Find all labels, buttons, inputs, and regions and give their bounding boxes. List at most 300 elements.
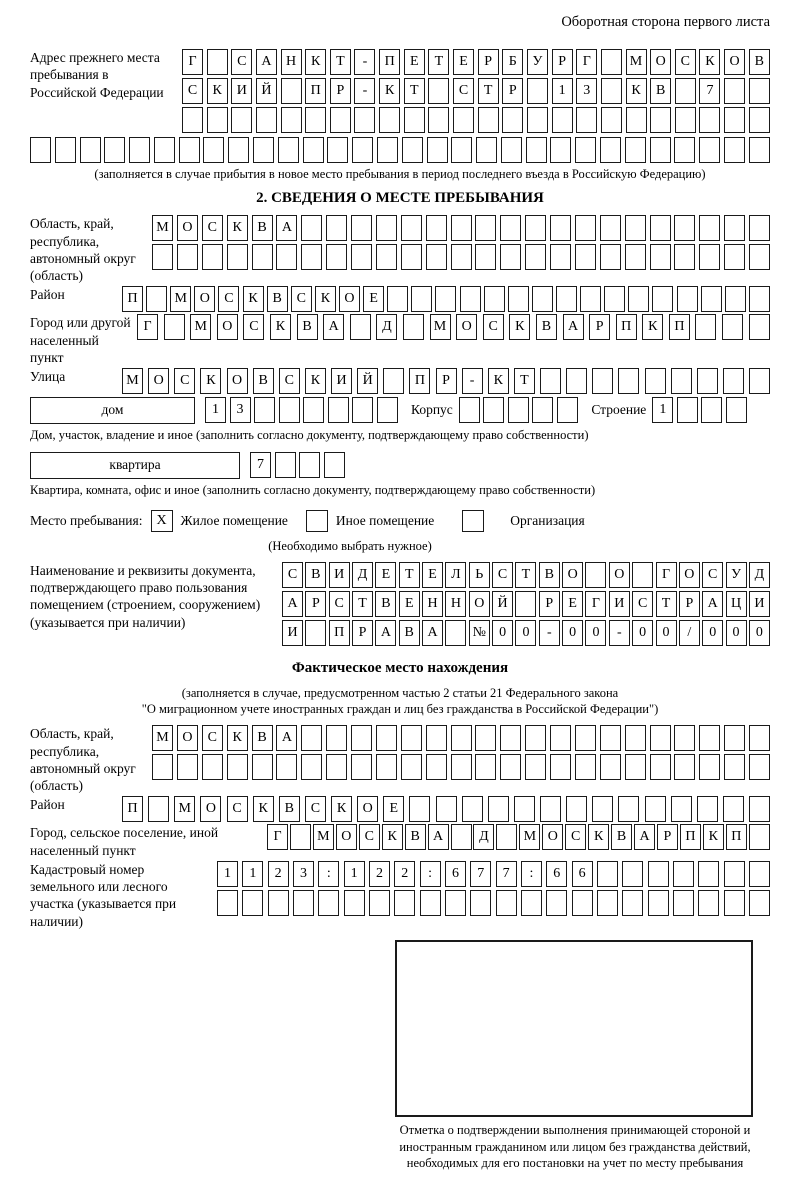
char-cell (749, 796, 770, 822)
char-cell (675, 107, 696, 133)
city-label: Город или другой населенный пункт (30, 315, 131, 365)
char-cell (268, 890, 289, 916)
char-cell (475, 754, 496, 780)
char-cell (409, 796, 430, 822)
char-cell (650, 215, 671, 241)
char-cell (527, 107, 548, 133)
char-cell: Е (422, 562, 443, 588)
char-cell (401, 725, 422, 751)
char-cell: М (313, 824, 334, 850)
char-cell: : (521, 861, 542, 887)
char-cell (401, 244, 422, 270)
char-cell (301, 244, 322, 270)
char-cell: 0 (492, 620, 513, 646)
char-cell (179, 137, 200, 163)
char-cell (451, 754, 472, 780)
char-cell (674, 754, 695, 780)
char-cell (650, 725, 671, 751)
char-cell: О (562, 562, 583, 588)
char-cell (724, 244, 745, 270)
char-cell (328, 397, 349, 423)
char-cell: В (252, 725, 273, 751)
char-cell: П (409, 368, 430, 394)
char-cell (601, 78, 622, 104)
char-cell: 0 (585, 620, 606, 646)
char-cell (749, 890, 770, 916)
char-cell: К (305, 49, 326, 75)
char-cell: Р (589, 314, 610, 340)
char-cell: К (270, 314, 291, 340)
prev-address-note: (заполняется в случае прибытия в новое место пребывания в период последнего въезда в Российскую Федерацию) (94, 167, 706, 181)
char-cell (445, 890, 466, 916)
char-cell: Л (445, 562, 466, 588)
char-cell: Т (399, 562, 420, 588)
field-city-2 (30, 824, 770, 859)
char-cell (256, 107, 277, 133)
field-prev-address (30, 49, 770, 133)
char-cell: В (611, 824, 632, 850)
field-district-2 (30, 796, 770, 822)
char-cell: К (243, 286, 264, 312)
char-cell (281, 107, 302, 133)
char-cell: В (405, 824, 426, 850)
char-cell (164, 314, 185, 340)
char-cell (427, 137, 448, 163)
char-cell: Р (657, 824, 678, 850)
char-cell (252, 754, 273, 780)
char-cell: Р (305, 591, 326, 617)
char-cell (674, 137, 695, 163)
char-cell: О (217, 314, 238, 340)
char-cell: Т (330, 49, 351, 75)
district-2-row (122, 796, 770, 822)
char-cell (695, 314, 716, 340)
char-cell (301, 215, 322, 241)
char-cell: Б (502, 49, 523, 75)
char-cell (526, 137, 547, 163)
char-cell (177, 754, 198, 780)
char-cell (585, 562, 606, 588)
char-cell (749, 725, 770, 751)
char-cell (566, 368, 587, 394)
char-cell: С (218, 286, 239, 312)
stamp-note: Отметка о подтверждении выполнения принимающей стороной и иностранным гражданином или лицом без гражданства действий, необходимых для его постановки на учет по месту пребывания (399, 1123, 751, 1171)
field-stay-type (30, 507, 770, 535)
char-cell (228, 137, 249, 163)
district-2-label: Район (30, 797, 65, 813)
region-row-1 (152, 215, 770, 241)
char-cell (600, 725, 621, 751)
city-2-label: Город, сельское поселение, иной населенный пункт (30, 825, 219, 858)
char-cell: 1 (652, 397, 673, 423)
char-cell (350, 314, 371, 340)
char-cell (575, 725, 596, 751)
char-cell (648, 890, 669, 916)
char-cell (622, 861, 643, 887)
char-cell (500, 244, 521, 270)
char-cell: 0 (749, 620, 770, 646)
char-cell (698, 861, 719, 887)
char-cell: Т (656, 591, 677, 617)
char-cell: 3 (576, 78, 597, 104)
char-cell: В (536, 314, 557, 340)
char-cell (592, 368, 613, 394)
char-cell (671, 368, 692, 394)
char-cell: И (329, 562, 350, 588)
char-cell (80, 137, 101, 163)
char-cell (724, 861, 745, 887)
char-cell (152, 244, 173, 270)
cadastre-row-2 (217, 890, 770, 916)
char-cell (207, 107, 228, 133)
char-cell: 1 (242, 861, 263, 887)
char-cell: С (227, 796, 248, 822)
char-cell (275, 452, 296, 478)
char-cell: П (379, 49, 400, 75)
char-cell (451, 137, 472, 163)
char-cell: 7 (699, 78, 720, 104)
char-cell: А (276, 215, 297, 241)
char-cell (278, 137, 299, 163)
char-cell (351, 215, 372, 241)
char-cell: К (488, 368, 509, 394)
char-cell (652, 286, 673, 312)
char-cell: Р (502, 78, 523, 104)
char-cell: А (276, 725, 297, 751)
char-cell (622, 890, 643, 916)
char-cell (383, 368, 404, 394)
checkbox-other-premises[interactable] (306, 510, 328, 532)
char-cell: М (170, 286, 191, 312)
char-cell (521, 890, 542, 916)
document-row-3 (282, 620, 770, 646)
char-cell: П (616, 314, 637, 340)
char-cell (540, 796, 561, 822)
char-cell (394, 890, 415, 916)
char-cell (387, 286, 408, 312)
char-cell (604, 286, 625, 312)
char-cell (697, 368, 718, 394)
char-cell (426, 244, 447, 270)
char-cell (242, 890, 263, 916)
char-cell: - (609, 620, 630, 646)
char-cell: Д (376, 314, 397, 340)
char-cell: И (609, 591, 630, 617)
char-cell (303, 397, 324, 423)
char-cell (451, 244, 472, 270)
char-cell: О (200, 796, 221, 822)
char-cell: О (227, 368, 248, 394)
char-cell: О (469, 591, 490, 617)
char-cell: О (542, 824, 563, 850)
char-cell (154, 137, 175, 163)
prev-address-row-4 (30, 137, 770, 163)
char-cell (525, 725, 546, 751)
char-cell: К (315, 286, 336, 312)
char-cell: Г (576, 49, 597, 75)
document-row-1 (282, 562, 770, 588)
char-cell: О (177, 215, 198, 241)
char-cell: Е (404, 49, 425, 75)
char-cell: С (702, 562, 723, 588)
char-cell: В (297, 314, 318, 340)
apartment-cells (250, 452, 348, 478)
char-cell: 2 (268, 861, 289, 887)
char-cell: - (354, 78, 375, 104)
char-cell (556, 286, 577, 312)
char-cell (500, 215, 521, 241)
page-corner-note: Оборотная сторона первого листа (561, 14, 770, 30)
prev-address-row-2 (182, 78, 770, 104)
char-cell (177, 244, 198, 270)
field-district (30, 286, 770, 312)
char-cell: Г (182, 49, 203, 75)
char-cell: О (336, 824, 357, 850)
char-cell (749, 824, 770, 850)
char-cell (352, 397, 373, 423)
stay-type-note: (Необходимо выбрать нужное) (268, 538, 432, 553)
char-cell: 6 (546, 861, 567, 887)
region-2-label: Область, край, республика, автономный округ (область) (30, 726, 136, 794)
char-cell (575, 137, 596, 163)
char-cell (674, 215, 695, 241)
char-cell: Е (562, 591, 583, 617)
char-cell (411, 286, 432, 312)
char-cell (626, 107, 647, 133)
char-cell (488, 796, 509, 822)
char-cell (324, 452, 345, 478)
char-cell (625, 137, 646, 163)
field-title-document (30, 562, 770, 646)
char-cell: № (469, 620, 490, 646)
char-cell: М (122, 368, 143, 394)
char-cell (722, 314, 743, 340)
char-cell (546, 890, 567, 916)
char-cell (532, 397, 553, 423)
char-cell (648, 861, 669, 887)
char-cell: 0 (562, 620, 583, 646)
char-cell: В (539, 562, 560, 588)
char-cell: С (174, 368, 195, 394)
stamp-box (395, 940, 753, 1117)
char-cell (182, 107, 203, 133)
char-cell (301, 725, 322, 751)
char-cell (625, 754, 646, 780)
char-cell: А (702, 591, 723, 617)
char-cell (625, 215, 646, 241)
cadastre-row-1 (217, 861, 770, 887)
char-cell: К (642, 314, 663, 340)
char-cell (550, 137, 571, 163)
char-cell (352, 137, 373, 163)
char-cell (496, 890, 517, 916)
checkbox-organization[interactable] (462, 510, 484, 532)
char-cell (129, 137, 150, 163)
char-cell (401, 754, 422, 780)
option-other-premises-label: Иное помещение (335, 512, 435, 528)
char-cell (351, 754, 372, 780)
char-cell: Р (352, 620, 373, 646)
district-label: Район (30, 287, 65, 303)
char-cell (557, 397, 578, 423)
char-cell (476, 137, 497, 163)
field-region (30, 215, 770, 284)
char-cell: Н (281, 49, 302, 75)
region-label: Область, край, республика, автономный округ (область) (30, 216, 136, 284)
char-cell: А (256, 49, 277, 75)
char-cell: С (632, 591, 653, 617)
char-cell (576, 107, 597, 133)
char-cell: - (539, 620, 560, 646)
char-cell: С (202, 215, 223, 241)
char-cell (540, 368, 561, 394)
char-cell (650, 137, 671, 163)
char-cell (699, 137, 720, 163)
char-cell (475, 244, 496, 270)
char-cell (55, 137, 76, 163)
char-cell (426, 754, 447, 780)
char-cell (618, 368, 639, 394)
section2-title: 2. СВЕДЕНИЯ О МЕСТЕ ПРЕБЫВАНИЯ (256, 190, 544, 207)
char-cell: 1 (217, 861, 238, 887)
char-cell: - (462, 368, 483, 394)
apartment-note: Квартира, комната, офис и иное (заполнить согласно документу, подтверждающему право собственности) (30, 483, 596, 498)
char-cell (699, 725, 720, 751)
char-cell (403, 314, 424, 340)
char-cell (451, 725, 472, 751)
char-cell: А (282, 591, 303, 617)
char-cell (508, 397, 529, 423)
char-cell (749, 368, 770, 394)
street-label: Улица (30, 369, 66, 385)
char-cell (575, 215, 596, 241)
char-cell: С (243, 314, 264, 340)
char-cell: П (329, 620, 350, 646)
char-cell (726, 397, 747, 423)
char-cell (527, 78, 548, 104)
char-cell: 7 (470, 861, 491, 887)
char-cell (749, 215, 770, 241)
char-cell: 2 (369, 861, 390, 887)
char-cell: С (359, 824, 380, 850)
char-cell: Е (453, 49, 474, 75)
char-cell (351, 725, 372, 751)
char-cell (724, 754, 745, 780)
char-cell (276, 244, 297, 270)
checkbox-residential[interactable]: X (151, 510, 173, 532)
char-cell (645, 796, 666, 822)
char-cell (625, 725, 646, 751)
char-cell (305, 620, 326, 646)
char-cell: М (174, 796, 195, 822)
char-cell: К (331, 796, 352, 822)
char-cell: К (207, 78, 228, 104)
char-cell (501, 137, 522, 163)
char-cell (723, 796, 744, 822)
char-cell: : (318, 861, 339, 887)
char-cell (677, 286, 698, 312)
char-cell: В (375, 591, 396, 617)
char-cell: О (148, 368, 169, 394)
region-row-2 (152, 244, 770, 270)
char-cell (404, 107, 425, 133)
char-cell: Р (436, 368, 457, 394)
char-cell: 1 (205, 397, 226, 423)
char-cell (483, 397, 504, 423)
char-cell: С (202, 725, 223, 751)
char-cell: О (339, 286, 360, 312)
city-2-row (267, 824, 770, 850)
char-cell (217, 890, 238, 916)
char-cell: С (305, 796, 326, 822)
char-cell (202, 244, 223, 270)
char-cell (428, 78, 449, 104)
char-cell: О (194, 286, 215, 312)
char-cell (532, 286, 553, 312)
char-cell: К (227, 725, 248, 751)
char-cell (281, 78, 302, 104)
char-cell (428, 107, 449, 133)
actual-location-note-1: (заполняется в случае, предусмотренном частью 2 статьи 21 Федерального закона (181, 685, 619, 700)
char-cell (227, 754, 248, 780)
char-cell (203, 137, 224, 163)
char-cell (575, 244, 596, 270)
char-cell (475, 215, 496, 241)
char-cell (445, 620, 466, 646)
char-cell (749, 107, 770, 133)
char-cell (326, 244, 347, 270)
char-cell: С (453, 78, 474, 104)
char-cell: А (563, 314, 584, 340)
char-cell: К (382, 824, 403, 850)
char-cell: П (122, 796, 143, 822)
stay-type-label: Место пребывания: (30, 512, 143, 528)
char-cell (500, 725, 521, 751)
char-cell (566, 796, 587, 822)
char-cell: А (422, 620, 443, 646)
prev-address-label: Адрес прежнего места пребывания в Российской Федерации (30, 50, 164, 100)
char-cell (453, 107, 474, 133)
char-cell: А (375, 620, 396, 646)
char-cell (426, 725, 447, 751)
char-cell: М (430, 314, 451, 340)
char-cell (377, 397, 398, 423)
char-cell (724, 890, 745, 916)
char-cell (572, 890, 593, 916)
char-cell (402, 137, 423, 163)
char-cell (478, 107, 499, 133)
char-cell (749, 754, 770, 780)
char-cell (724, 107, 745, 133)
char-cell (675, 78, 696, 104)
char-cell (749, 244, 770, 270)
char-cell: С (279, 368, 300, 394)
char-cell: О (650, 49, 671, 75)
char-cell: С (483, 314, 504, 340)
char-cell: Е (375, 562, 396, 588)
char-cell: К (305, 368, 326, 394)
char-cell: 6 (445, 861, 466, 887)
char-cell (301, 754, 322, 780)
char-cell (699, 754, 720, 780)
char-cell (376, 725, 397, 751)
char-cell: В (305, 562, 326, 588)
char-cell (697, 796, 718, 822)
title-document-label: Наименование и реквизиты документа, подтверждающего право пользования помещением (строением, сооружением) (указывается при наличии) (30, 562, 261, 630)
char-cell: С (565, 824, 586, 850)
char-cell: О (177, 725, 198, 751)
char-cell: С (291, 286, 312, 312)
